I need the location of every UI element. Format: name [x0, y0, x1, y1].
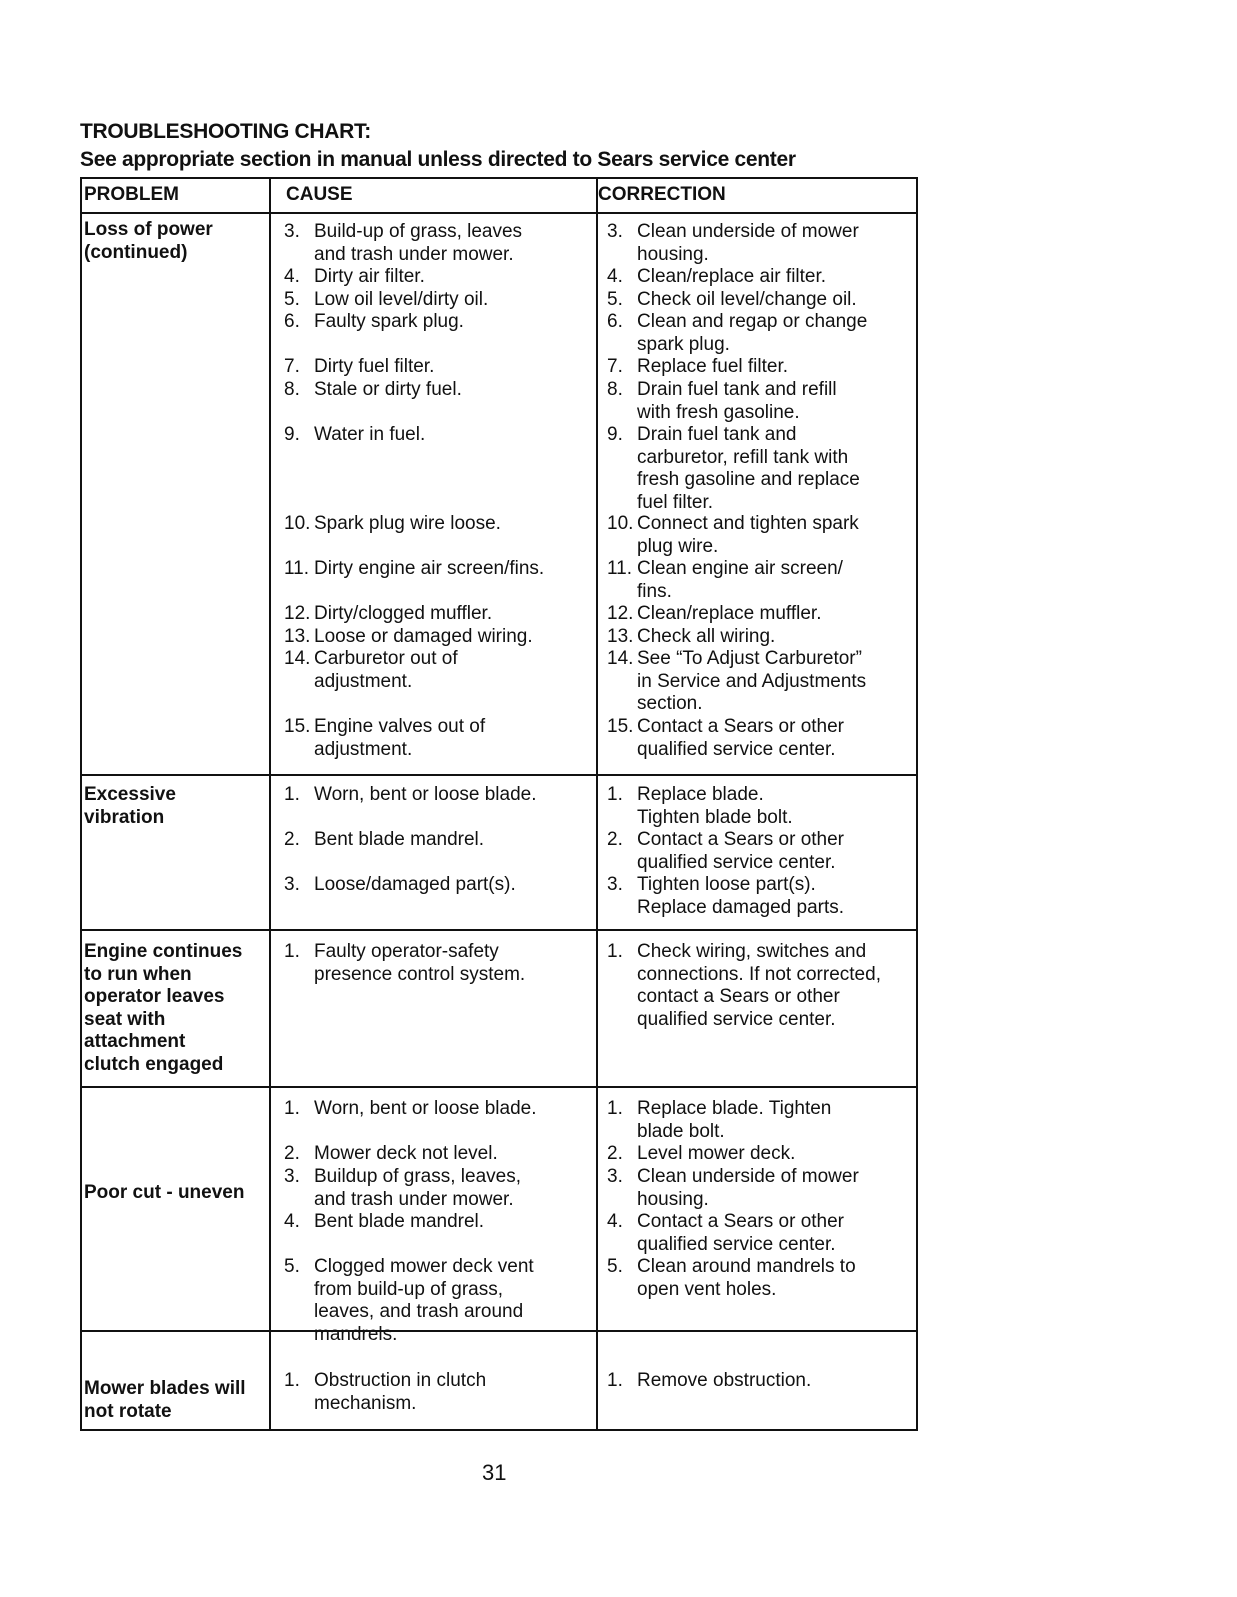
- correction-item-number: 4.: [607, 266, 623, 287]
- correction-item: [607, 311, 867, 356]
- cause-item: [284, 1256, 534, 1346]
- cause-item-number: 11.: [284, 558, 310, 579]
- problem-label: Loss of power (continued): [84, 219, 213, 263]
- correction-item-number: 3.: [607, 874, 623, 895]
- row-divider-3: [82, 1086, 916, 1088]
- correction-item-text: Connect and tighten spark plug wire.: [637, 513, 859, 557]
- correction-item-number: 5.: [607, 1256, 623, 1277]
- cause-item: [284, 311, 464, 334]
- correction-item-number: 1.: [607, 1370, 623, 1391]
- cause-item-number: 12.: [284, 603, 311, 624]
- correction-item-text: Tighten loose part(s). Replace damaged parts.: [637, 874, 845, 918]
- row-divider-1: [82, 774, 916, 776]
- correction-item-number: 1.: [607, 941, 623, 962]
- correction-item: [607, 558, 843, 603]
- correction-item: [607, 1166, 859, 1211]
- correction-item-text: Contact a Sears or other qualified service center.: [637, 1211, 844, 1255]
- correction-item-number: 11.: [607, 558, 633, 579]
- cause-item: [284, 1143, 498, 1166]
- correction-item-text: Clean engine air screen/ fins.: [637, 558, 843, 602]
- correction-item-text: Clean around mandrels to open vent holes.: [637, 1256, 856, 1300]
- correction-item-number: 6.: [607, 311, 623, 332]
- correction-item-number: 2.: [607, 1143, 623, 1164]
- correction-item-text: Replace blade. Tighten blade bolt.: [637, 784, 793, 828]
- cause-item-text: Engine valves out of adjustment.: [314, 716, 486, 760]
- row-divider-2: [82, 929, 916, 931]
- cause-item-text: Dirty air filter.: [314, 266, 425, 287]
- correction-item-number: 5.: [607, 289, 623, 310]
- page-title: TROUBLESHOOTING CHART:: [80, 120, 371, 143]
- cause-item-text: Carburetor out of adjustment.: [314, 648, 458, 692]
- cause-item-text: Low oil level/dirty oil.: [314, 289, 489, 310]
- correction-item: [607, 784, 793, 829]
- troubleshooting-table: [80, 177, 918, 1431]
- cause-item: [284, 1370, 486, 1415]
- cause-item-text: Worn, bent or loose blade.: [314, 784, 537, 805]
- problem-label: Excessive vibration: [84, 784, 176, 828]
- correction-item: [607, 829, 844, 874]
- cause-item-number: 4.: [284, 266, 300, 287]
- problem-label: Engine continues to run when operator leaves seat with attachment clutch engaged: [84, 941, 243, 1075]
- cause-item-number: 15.: [284, 716, 311, 737]
- correction-item-text: Level mower deck.: [637, 1143, 796, 1164]
- correction-item-number: 12.: [607, 603, 634, 624]
- correction-item: [607, 513, 859, 558]
- correction-item-text: Replace fuel filter.: [637, 356, 789, 377]
- correction-item-number: 2.: [607, 829, 623, 850]
- cause-item: [284, 356, 434, 379]
- cause-item-text: Build-up of grass, leaves and trash under mower.: [314, 221, 523, 265]
- correction-item-number: 13.: [607, 626, 634, 647]
- cause-item-text: Clogged mower deck vent from build-up of grass, leaves, and trash around mandrels.: [314, 1256, 534, 1345]
- cause-item: [284, 716, 485, 761]
- correction-item: [607, 1256, 856, 1301]
- correction-item-number: 9.: [607, 424, 623, 445]
- cause-item: [284, 379, 462, 402]
- cause-item: [284, 424, 425, 447]
- cause-item-text: Dirty fuel filter.: [314, 356, 435, 377]
- cause-item-text: Worn, bent or loose blade.: [314, 1098, 537, 1119]
- correction-item: [607, 379, 837, 424]
- cause-item: [284, 941, 525, 986]
- correction-item: [607, 266, 826, 289]
- cause-item-number: 2.: [284, 1143, 300, 1164]
- correction-item: [607, 648, 866, 716]
- problem-label: Mower blades will not rotate: [84, 1378, 246, 1422]
- cause-item-text: Obstruction in clutch mechanism.: [314, 1370, 487, 1414]
- column-divider-1: [269, 179, 271, 1429]
- cause-item-text: Faulty operator-safety presence control system.: [314, 941, 526, 985]
- correction-item-number: 14.: [607, 648, 634, 669]
- cause-item: [284, 221, 522, 266]
- correction-item: [607, 874, 844, 919]
- correction-item-text: Clean/replace muffler.: [637, 603, 822, 624]
- cause-item-number: 10.: [284, 513, 311, 534]
- correction-item: [607, 1211, 844, 1256]
- cause-item-text: Water in fuel.: [314, 424, 426, 445]
- cause-item: [284, 603, 492, 626]
- correction-item-text: Clean and regap or change spark plug.: [637, 311, 868, 355]
- cause-item-text: Bent blade mandrel.: [314, 829, 485, 850]
- correction-item-text: Remove obstruction.: [637, 1370, 812, 1391]
- correction-item-number: 3.: [607, 221, 623, 242]
- cause-item-text: Faulty spark plug.: [314, 311, 464, 332]
- cause-item-text: Loose/damaged part(s).: [314, 874, 516, 895]
- cause-item-number: 1.: [284, 941, 300, 962]
- correction-item-number: 7.: [607, 356, 623, 377]
- cause-item: [284, 648, 458, 693]
- page-subtitle: See appropriate section in manual unless directed to Sears service center: [80, 148, 796, 171]
- cause-item-text: Dirty/clogged muffler.: [314, 603, 493, 624]
- cause-item: [284, 784, 537, 807]
- page-number: 31: [482, 1460, 507, 1485]
- correction-item: [607, 356, 788, 379]
- correction-item-number: 10.: [607, 513, 634, 534]
- cause-item: [284, 1098, 537, 1121]
- correction-item: [607, 941, 881, 1031]
- cause-item-number: 5.: [284, 1256, 300, 1277]
- cause-item-number: 8.: [284, 379, 300, 400]
- cause-item-number: 4.: [284, 1211, 300, 1232]
- correction-item: [607, 1143, 795, 1166]
- correction-item: [607, 424, 860, 514]
- correction-item-text: Check all wiring.: [637, 626, 776, 647]
- correction-item-text: Drain fuel tank and refill with fresh gasoline.: [637, 379, 837, 423]
- header-cause: CAUSE: [286, 184, 353, 205]
- cause-item-number: 14.: [284, 648, 311, 669]
- column-divider-2: [596, 179, 598, 1429]
- header-problem: PROBLEM: [84, 184, 179, 205]
- cause-item-text: Loose or damaged wiring.: [314, 626, 533, 647]
- cause-item-text: Buildup of grass, leaves, and trash under mower.: [314, 1166, 522, 1210]
- cause-item: [284, 1211, 484, 1234]
- correction-item-text: Clean/replace air filter.: [637, 266, 827, 287]
- cause-item-number: 1.: [284, 1370, 300, 1391]
- correction-item-text: Check oil level/change oil.: [637, 289, 857, 310]
- correction-item-number: 3.: [607, 1166, 623, 1187]
- correction-item-text: Drain fuel tank and carburetor, refill tank with fresh gasoline and replace fuel filter.: [637, 424, 860, 513]
- cause-item-number: 3.: [284, 874, 300, 895]
- correction-item: [607, 289, 857, 312]
- correction-item: [607, 1098, 831, 1143]
- cause-item-text: Mower deck not level.: [314, 1143, 498, 1164]
- correction-item-text: Contact a Sears or other qualified service center.: [637, 716, 844, 760]
- cause-item-number: 1.: [284, 784, 300, 805]
- cause-item-number: 9.: [284, 424, 300, 445]
- cause-item-number: 6.: [284, 311, 300, 332]
- correction-item-number: 15.: [607, 716, 634, 737]
- correction-item-text: Clean underside of mower housing.: [637, 1166, 859, 1210]
- correction-item: [607, 221, 859, 266]
- correction-item: [607, 716, 844, 761]
- cause-item-text: Bent blade mandrel.: [314, 1211, 485, 1232]
- cause-item-text: Spark plug wire loose.: [314, 513, 501, 534]
- cause-item-number: 3.: [284, 1166, 300, 1187]
- cause-item: [284, 513, 501, 536]
- cause-item-number: 5.: [284, 289, 300, 310]
- correction-item-text: See “To Adjust Carburetor” in Service and Adjustments section.: [637, 648, 867, 714]
- correction-item: [607, 1370, 811, 1393]
- cause-item: [284, 266, 425, 289]
- cause-item: [284, 289, 488, 312]
- cause-item-number: 13.: [284, 626, 311, 647]
- cause-item: [284, 1166, 521, 1211]
- correction-item-number: 1.: [607, 784, 623, 805]
- cause-item-text: Dirty engine air screen/fins.: [314, 558, 545, 579]
- correction-item: [607, 626, 775, 649]
- cause-item-text: Stale or dirty fuel.: [314, 379, 462, 400]
- cause-item: [284, 874, 516, 897]
- correction-item-text: Clean underside of mower housing.: [637, 221, 859, 265]
- cause-item: [284, 626, 533, 649]
- problem-label: Poor cut - uneven: [84, 1182, 245, 1203]
- correction-item-text: Contact a Sears or other qualified service center.: [637, 829, 844, 873]
- correction-item-text: Check wiring, switches and connections. If not corrected, contact a Sears or other qualified service center.: [637, 941, 881, 1030]
- cause-item-number: 1.: [284, 1098, 300, 1119]
- correction-item-number: 1.: [607, 1098, 623, 1119]
- correction-item-text: Replace blade. Tighten blade bolt.: [637, 1098, 832, 1142]
- header-underline: [82, 212, 916, 214]
- cause-item-number: 3.: [284, 221, 300, 242]
- cause-item: [284, 829, 484, 852]
- cause-item-number: 7.: [284, 356, 300, 377]
- correction-item-number: 8.: [607, 379, 623, 400]
- cause-item-number: 2.: [284, 829, 300, 850]
- correction-item: [607, 603, 821, 626]
- cause-item: [284, 558, 544, 581]
- header-correction: CORRECTION: [598, 184, 726, 205]
- correction-item-number: 4.: [607, 1211, 623, 1232]
